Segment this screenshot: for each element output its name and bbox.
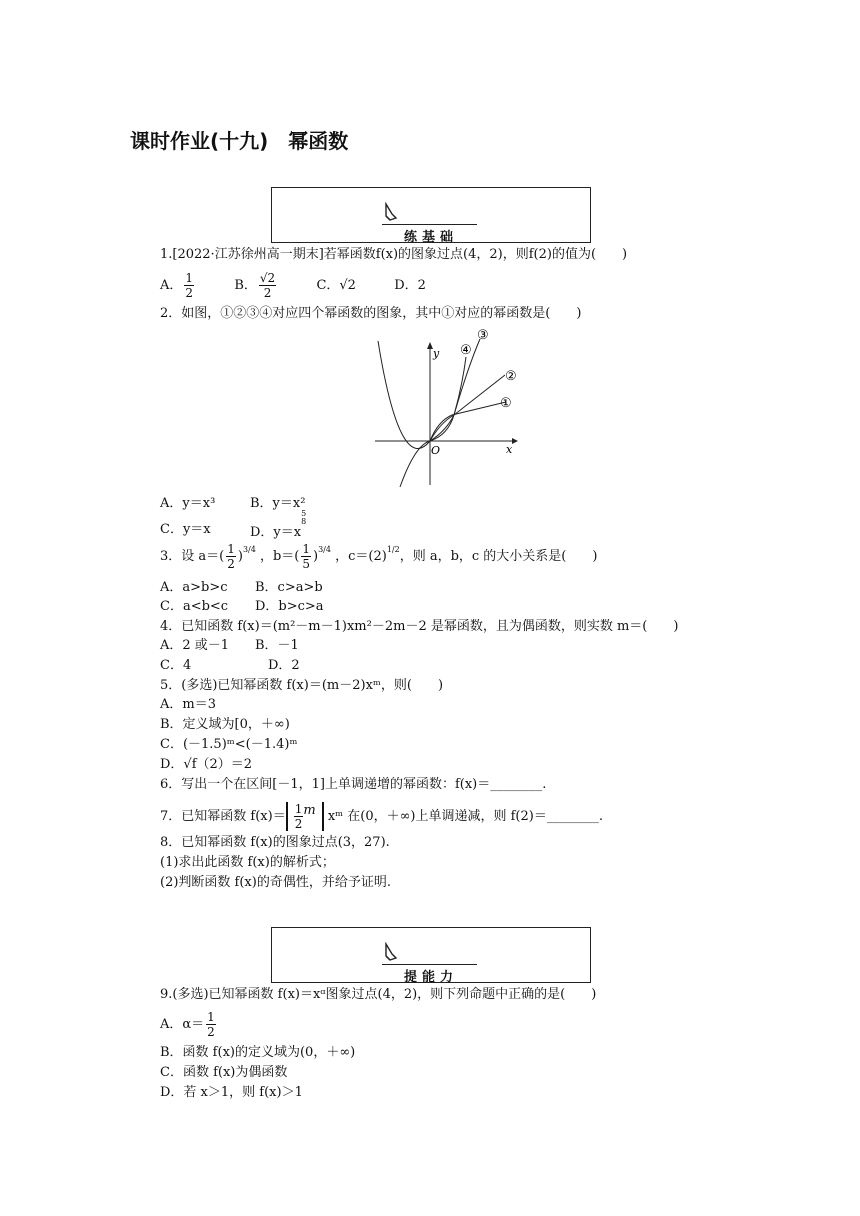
origin-label: O: [431, 444, 441, 457]
q5-option-d: D．√f（2）＝2: [160, 757, 253, 772]
q1-option-a: A．: [160, 278, 183, 293]
section-banner-advanced: [271, 927, 591, 983]
q4-option-a: A．2 或－1: [160, 638, 230, 653]
fraction: $\frac{1}{5}$: [302, 542, 311, 571]
curve-label-1: ①: [500, 396, 512, 411]
q3-option-a: A．a>b>c: [160, 580, 228, 595]
q3-option-d: D．b>c>a: [255, 599, 324, 614]
fraction: $\frac{1}{2}$: [227, 542, 235, 571]
q6-stem: 6．写出一个在区间[－1，1]上单调递增的幂函数：f(x)＝________.: [160, 777, 547, 792]
curve-label-2: ②: [505, 369, 517, 384]
q4-stem: 4．已知函数 f(x)＝(m²－m－1)xm²－2m－2 是幂函数，且为偶函数，则实数 m＝( ): [160, 619, 679, 634]
q1-option-b: B．: [234, 278, 257, 293]
curve-label-4: ④: [460, 343, 472, 358]
q9-option-c: C．函数 f(x)为偶函数: [160, 1065, 288, 1080]
pencil-icon: [384, 202, 398, 222]
q2-option-a: A．y＝x³: [160, 496, 216, 511]
section-banner-basic: [271, 187, 591, 243]
q9-option-a: A．α＝ $\frac{1}{2}$: [160, 1010, 215, 1039]
curve-label-3: ③: [477, 328, 489, 343]
q9-stem: 9.(多选)已知幂函数 f(x)＝xᵅ图象过点(4，2)，则下列命题中正确的是( ): [160, 987, 597, 1002]
page-title: 课时作业(十九) 幂函数: [130, 129, 349, 153]
banner-rule: [382, 964, 477, 965]
q1-option-c: C．√2: [316, 278, 356, 293]
absolute-value: $\frac{1}{2}$ m: [286, 802, 324, 831]
q5-option-c: C．(－1.5)ᵐ<(－1.4)ᵐ: [160, 737, 298, 752]
q7-stem: 7．已知幂函数 f(x)＝ $\frac{1}{2}$ m xᵐ 在(0，＋∞)上单调递减，则 f(2)＝________.: [160, 802, 603, 831]
q2-option-d: D．y＝x 5 8: [250, 509, 307, 540]
q1-options: [160, 270, 426, 302]
q8-part-2: (2)判断函数 f(x)的奇偶性，并给予证明.: [160, 875, 391, 890]
q2-stem: 2．如图，①②③④对应四个幂函数的图象，其中①对应的幂函数是( ): [160, 306, 582, 321]
q2-option-b: B．y＝x²: [250, 496, 306, 511]
fraction: $\frac{√2}{2}$: [259, 271, 276, 300]
q5-stem: 5．(多选)已知幂函数 f(x)＝(m－2)xᵐ，则( ): [160, 678, 444, 693]
axis-y-label: y: [433, 347, 440, 360]
q8-stem: 8．已知幂函数 f(x)的图象过点(3，27).: [160, 835, 390, 850]
q1-stem: 1.[2022·江苏徐州高一期末]若幂函数f(x)的图象过点(4，2)，则f(2)的值为( ): [160, 247, 628, 262]
power-function-graph: [370, 327, 520, 489]
q4-option-b: B．－1: [255, 638, 299, 653]
pencil-icon: [384, 942, 398, 962]
q5-option-a: A．m＝3: [160, 697, 216, 712]
section-label: 提能力: [403, 970, 458, 985]
fraction: $\frac{1}{2}$: [185, 271, 194, 300]
q3-stem: 3．设 a＝( $\frac{1}{2}$ )$^{3/4}$ ，b＝( $\frac{1}{5}$ )$^{3/4}$ ，$c=(2)^{1/2}$，则 a，b，c 的大小关系是( ): [160, 542, 598, 571]
q2-option-c: C．y＝x: [160, 522, 211, 537]
q4-option-d: D．2: [268, 658, 300, 673]
q3-option-c: C．a<b<c: [160, 599, 229, 614]
section-label: 练基础: [403, 230, 458, 245]
q1-option-d: D．2: [394, 278, 426, 293]
q9-option-d: D．若 x＞1，则 f(x)＞1: [160, 1085, 303, 1100]
axis-x-label: x: [506, 443, 513, 456]
q9-option-b: B．函数 f(x)的定义域为(0，＋∞): [160, 1045, 356, 1060]
q3-option-b: B．c>a>b: [255, 580, 323, 595]
banner-rule: [382, 224, 477, 225]
fraction: $\frac{1}{2}$: [207, 1010, 215, 1039]
q8-part-1: (1)求出此函数 f(x)的解析式；: [160, 855, 335, 870]
q4-option-c: C．4: [160, 658, 192, 673]
q5-option-b: B．定义域为[0，＋∞): [160, 717, 290, 732]
